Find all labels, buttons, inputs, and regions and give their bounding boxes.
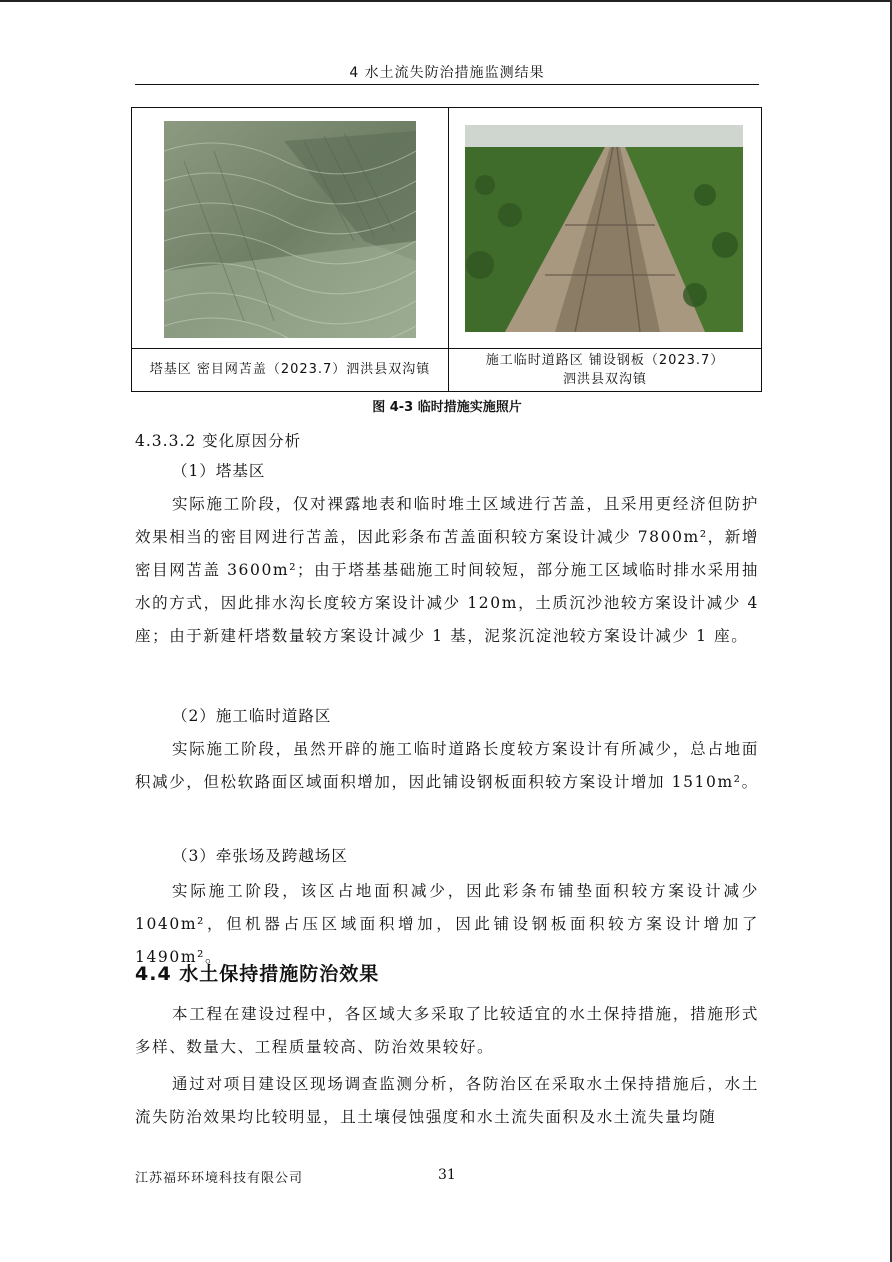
running-header: 4 水土流失防治措施监测结果 xyxy=(349,65,545,81)
header-rule xyxy=(135,84,759,85)
right-caption-line1: 施工临时道路区 铺设钢板（2023.7） xyxy=(485,353,725,368)
item-heading-tower-base: （1）塔基区 xyxy=(172,462,266,480)
paragraph-text: 实际施工阶段，该区占地面积减少，因此彩条布铺垫面积较方案设计减少 1040m²，但机器占压区域面积增加，因此铺设钢板面积较方案设计增加了 1490m²。 xyxy=(135,882,759,966)
subsection-heading: 4.3.3.2 变化原因分析 xyxy=(135,432,302,450)
page-top-border xyxy=(0,0,892,2)
section-heading: 4.4 水土保持措施防治效果 xyxy=(135,963,380,985)
paragraph-temporary-road xyxy=(135,733,759,799)
footer-company: 江苏福环环境科技有限公司 xyxy=(135,1171,304,1186)
figure-caption: 图 4-3 临时措施实施照片 xyxy=(372,400,522,415)
paragraph-effect-2 xyxy=(135,1068,759,1134)
paragraph-tower-base xyxy=(135,488,759,653)
page-number: 31 xyxy=(438,1167,456,1183)
left-photo-caption: 塔基区 密目网苫盖（2023.7）泗洪县双沟镇 xyxy=(149,362,431,377)
paragraph-text: 本工程在建设过程中，各区域大多采取了比较适宜的水土保持措施，措施形式多样、数量大、工程质量较高、防治效果较好。 xyxy=(135,1005,759,1056)
item-heading-temporary-road: （2）施工临时道路区 xyxy=(172,707,332,725)
table-row-divider xyxy=(132,348,761,349)
temporary-road-steel-plate-photo xyxy=(465,125,743,332)
right-caption-line2: 泗洪县双沟镇 xyxy=(562,372,647,387)
tower-base-netting-photo xyxy=(164,121,416,338)
item-heading-tension-field: （3）牵张场及跨越场区 xyxy=(172,847,348,865)
photo-table xyxy=(131,107,762,392)
paragraph-text: 实际施工阶段，虽然开辟的施工临时道路长度较方案设计有所减少，总占地面积减少，但松软路面区域面积增加，因此铺设钢板面积较方案设计增加 1510m²。 xyxy=(135,740,759,791)
right-photo-caption xyxy=(449,351,761,389)
paragraph-text: 实际施工阶段，仅对裸露地表和临时堆土区域进行苫盖，且采用更经济但防护效果相当的密目网进行苫盖，因此彩条布苫盖面积较方案设计减少 7800m²，新增密目网苫盖 3600m²；由于塔基基础施工时间较短，部分施工区域临时排水采用抽水的方式，因此排水沟长度较方案设计减少 120m，土质沉沙池较方案设计减少 4 座；由于新建杆塔数量较方案设计减少 1 基，泥浆沉淀池较方案设计减少 1 座。 xyxy=(135,495,759,645)
paragraph-text: 通过对项目建设区现场调查监测分析，各防治区在采取水土保持措施后，水土流失防治效果均比较明显，且土壤侵蚀强度和水土流失面积及水土流失量均随 xyxy=(135,1075,759,1126)
paragraph-effect-1 xyxy=(135,998,759,1064)
